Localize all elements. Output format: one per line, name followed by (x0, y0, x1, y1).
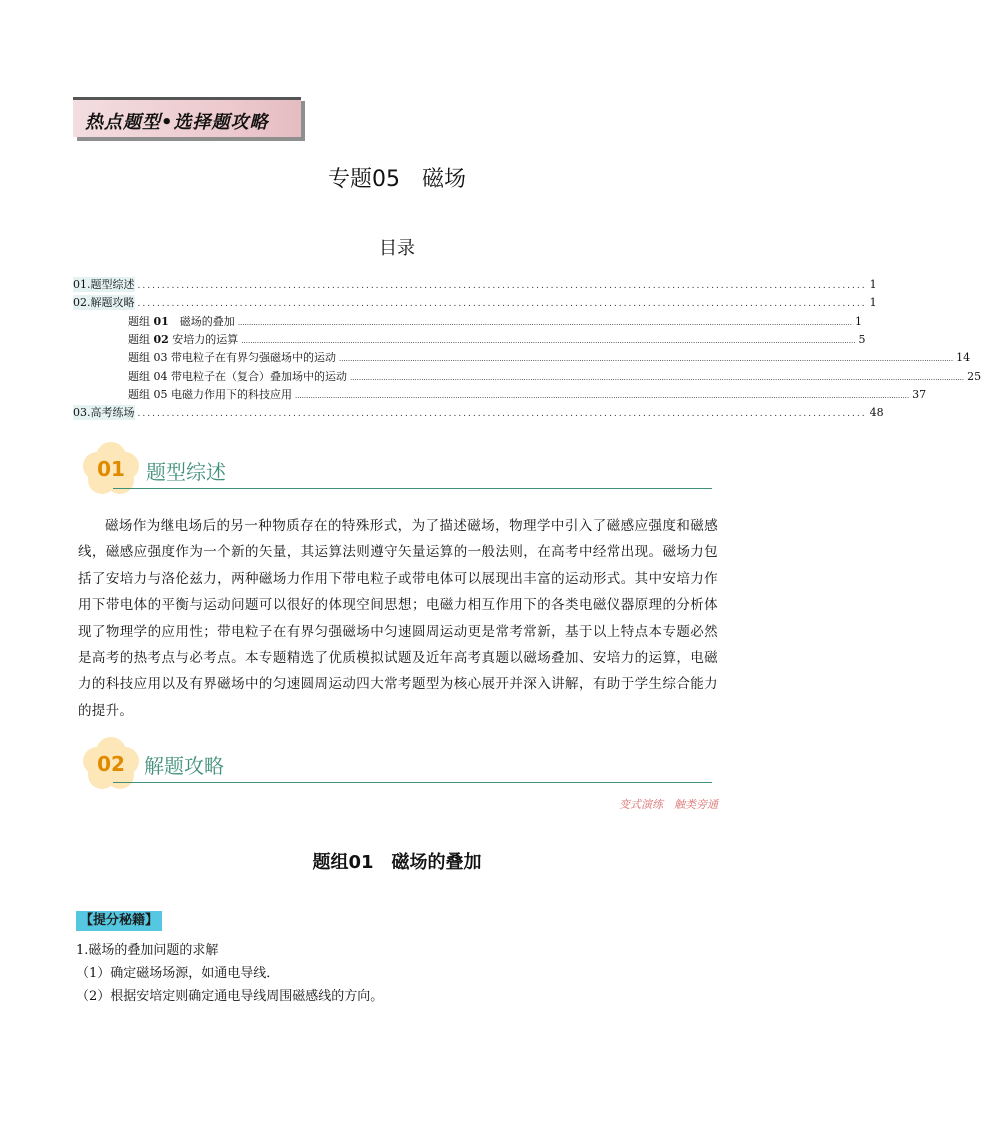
tip-line: 1.磁场的叠加问题的求解 (76, 943, 219, 958)
toc-entry-label: 题组 04 带电粒子在（复合）叠加场中的运动 (128, 370, 347, 383)
section-number: 02 (97, 752, 125, 776)
section-02-divider (113, 782, 712, 783)
toc-entry-overview[interactable] (73, 277, 877, 292)
toc-leader: .................................................................................................................................................................................................................................................................................... (241, 337, 856, 345)
toc-page: 14 (956, 351, 971, 364)
toc-page: 1 (869, 296, 877, 309)
toc-heading: 目录 (379, 238, 415, 259)
toc-leader: .................................................................................................................................................................................................................................................................................... (295, 392, 910, 400)
toc-entry-group-02[interactable] (128, 332, 866, 347)
toc-entry-label: 题组 01 磁场的叠加 (128, 315, 235, 328)
toc-page: 1 (869, 278, 877, 291)
section-01-divider (113, 488, 712, 489)
toc-page: 5 (858, 333, 866, 346)
toc-entry-label: 题组 05 电磁力作用下的科技应用 (128, 388, 292, 401)
tip-line: （1）确定磁场场源，如通电导线． (76, 966, 280, 981)
toc-entry-exam-practice[interactable] (73, 405, 884, 420)
toc-leader: .................................................................................................................................................................................................................................................................................... (350, 374, 965, 382)
document-title: 专题05 磁场 (328, 167, 466, 192)
toc-page: 37 (912, 388, 927, 401)
toc-leader: ...................................................................................................................................................... (137, 299, 867, 309)
group-title: 题组01 磁场的叠加 (312, 852, 482, 873)
section-number: 01 (97, 457, 125, 481)
toc-entry-label: 03.高考练场 (73, 406, 135, 419)
toc-entry-label: 02.解题攻略 (73, 296, 135, 309)
section-slogan: 变式演练 触类旁通 (619, 798, 718, 811)
section-01-title: 题型综述 (146, 460, 226, 484)
toc-entry-label: 01.题型综述 (73, 278, 135, 291)
toc-entry-group-05[interactable] (128, 387, 927, 402)
banner-label: 热点题型•选择题攻略 (85, 112, 269, 133)
toc-page: 25 (967, 370, 981, 383)
toc-leader: .................................................................................................................................................................................................................................................................................... (339, 355, 954, 363)
tip-line: （2）根据安培定则确定通电导线周围磁感线的方向。 (76, 989, 384, 1004)
toc-leader: .................................................................................................................................................................................................................................................................................... (237, 319, 852, 327)
toc-leader: ...................................................................................................................................................... (137, 409, 867, 419)
toc-entry-label: 题组 02 安培力的运算 (128, 333, 239, 346)
toc-entry-group-01[interactable] (128, 314, 862, 329)
intro-paragraph: 磁场作为继电场后的另一种物质存在的特殊形式，为了描述磁场，物理学中引入了磁感应强度和磁感线，磁感应强度作为一个新的矢量，其运算法则遵守矢量运算的一般法则，在高考中经常出现。磁场力包括了安培力与洛伦兹力，两种磁场力作用下带电粒子或带电体可以展现出丰富的运动形式。其中安培力作用下带电体的平衡与运动问题可以很好的体现空间思想；电磁力相互作用下的各类电磁仪器原理的分析体现了物理学的应用性；带电粒子在有界匀强磁场中匀速圆周运动更是常考常新，基于以上特点本专题必然是高考的热考点与必考点。本专题精选了优质模拟试题及近年高考真题以磁场叠加、安培力的运算，电磁力的科技应用以及有界磁场中的匀速圆周运动四大常考题型为核心展开并深入讲解，有助于学生综合能力的提升。 (78, 518, 718, 719)
toc-entry-label: 题组 03 带电粒子在有界匀强磁场中的运动 (128, 351, 336, 364)
toc-page: 1 (854, 315, 862, 328)
toc-entry-group-03[interactable] (128, 350, 971, 365)
toc-page: 48 (869, 406, 884, 419)
toc-entry-strategy[interactable] (73, 295, 877, 310)
section-02-title: 解题攻略 (144, 754, 224, 778)
header-banner (73, 97, 301, 137)
toc-leader: ...................................................................................................................................................... (137, 281, 867, 291)
toc-entry-group-04[interactable] (128, 369, 981, 384)
tips-label: 【提分秘籍】 (76, 911, 162, 931)
